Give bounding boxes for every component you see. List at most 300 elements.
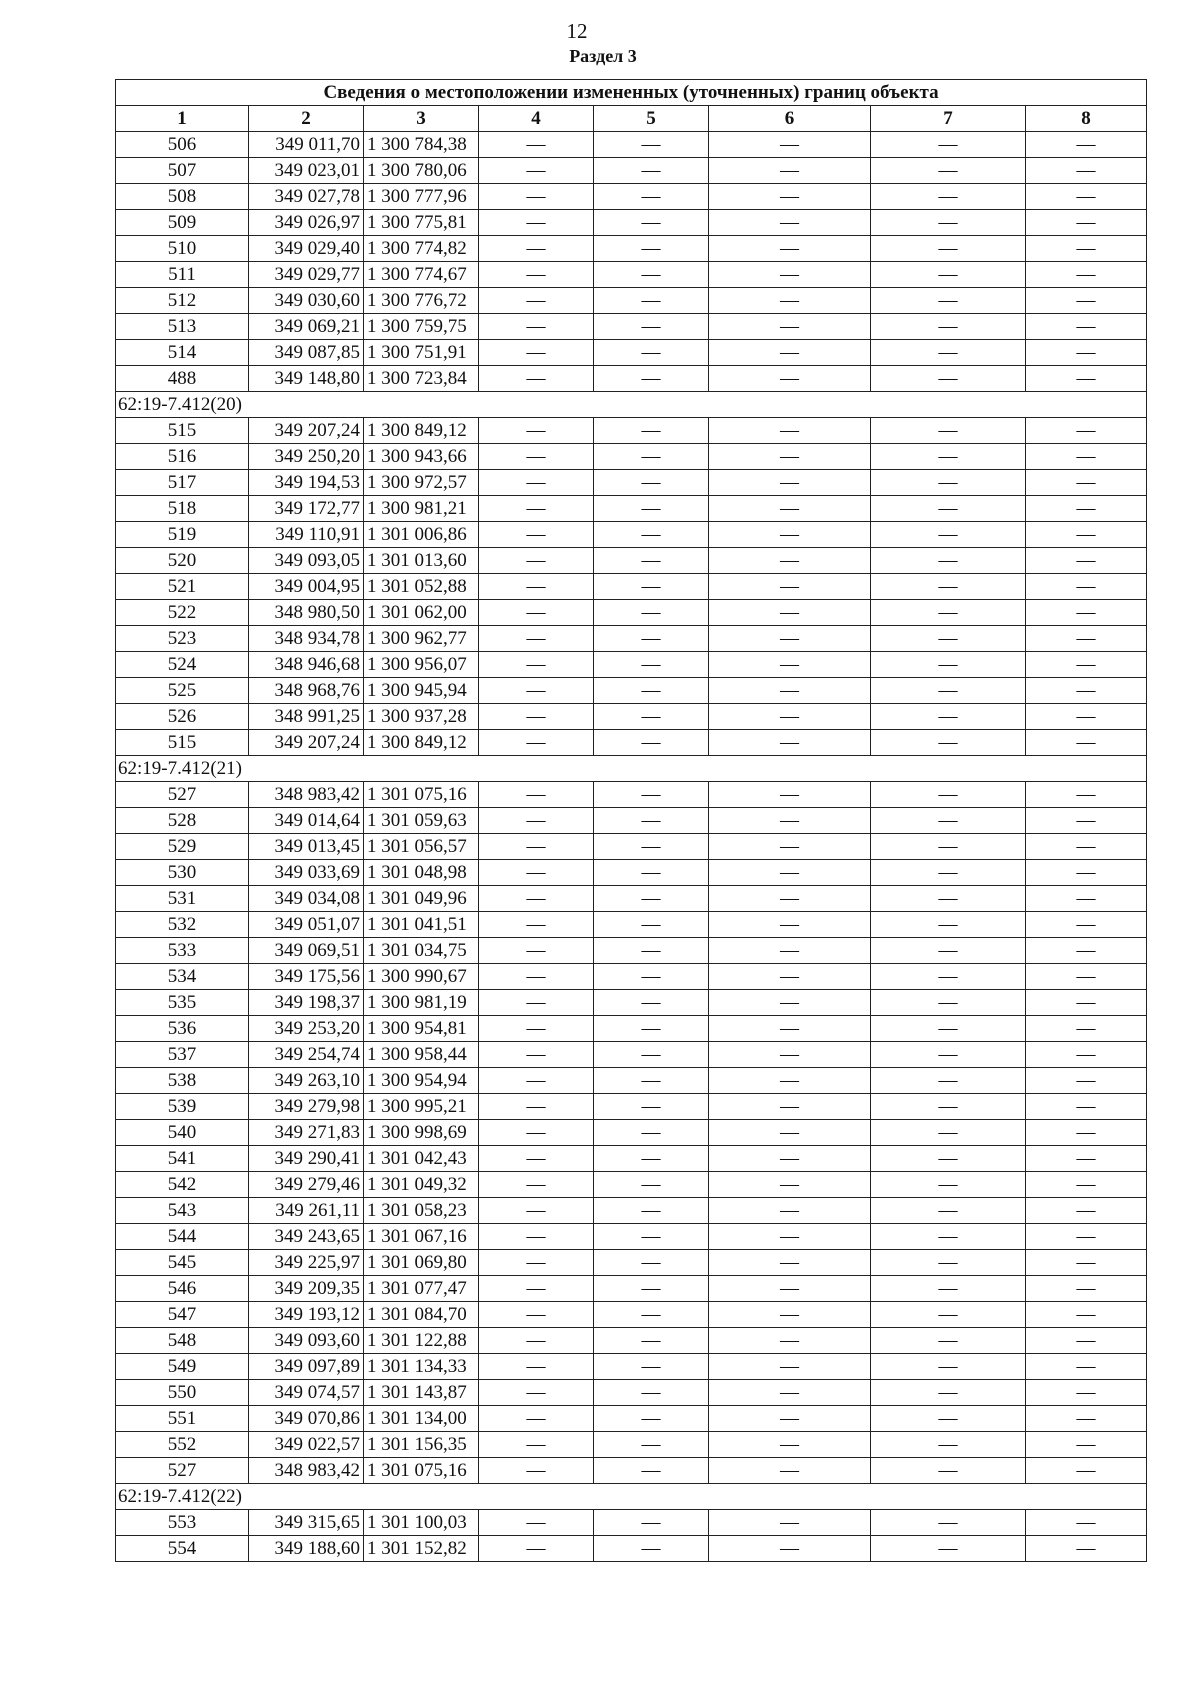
empty-value-dash: —: [594, 1510, 709, 1536]
empty-value-dash: —: [1026, 548, 1147, 574]
table-row: [116, 470, 1147, 496]
coordinate-y-cell: 1 300 981,19: [364, 990, 479, 1016]
empty-value-dash: —: [479, 626, 594, 652]
empty-value-dash: —: [1026, 574, 1147, 600]
empty-value-dash: —: [1026, 1016, 1147, 1042]
empty-value-dash: —: [479, 314, 594, 340]
table-row: [116, 132, 1147, 158]
empty-value-dash: —: [594, 704, 709, 730]
empty-value-dash: —: [479, 1224, 594, 1250]
empty-value-dash: —: [479, 444, 594, 470]
empty-value-dash: —: [709, 522, 871, 548]
empty-value-dash: —: [709, 860, 871, 886]
empty-value-dash: —: [709, 132, 871, 158]
point-number-cell: 528: [116, 808, 249, 834]
empty-value-dash: —: [709, 1094, 871, 1120]
table-row: [116, 1198, 1147, 1224]
empty-value-dash: —: [709, 626, 871, 652]
coordinate-y-cell: 1 300 774,82: [364, 236, 479, 262]
empty-value-dash: —: [871, 1094, 1026, 1120]
column-header: 1: [116, 106, 249, 132]
empty-value-dash: —: [594, 1016, 709, 1042]
table-row: [116, 1458, 1147, 1484]
coordinate-y-cell: 1 300 990,67: [364, 964, 479, 990]
coordinate-y-cell: 1 301 042,43: [364, 1146, 479, 1172]
coordinate-x-cell: 349 011,70: [249, 132, 364, 158]
table-row: [116, 340, 1147, 366]
point-number-cell: 512: [116, 288, 249, 314]
table-row: [116, 782, 1147, 808]
coordinate-x-cell: 349 069,51: [249, 938, 364, 964]
table-row: [116, 1042, 1147, 1068]
table-row: [116, 444, 1147, 470]
empty-value-dash: —: [1026, 184, 1147, 210]
coordinate-y-cell: 1 301 152,82: [364, 1536, 479, 1562]
point-number-cell: 509: [116, 210, 249, 236]
point-number-cell: 508: [116, 184, 249, 210]
empty-value-dash: —: [1026, 1302, 1147, 1328]
coordinate-x-cell: 349 069,21: [249, 314, 364, 340]
table-row: [116, 652, 1147, 678]
empty-value-dash: —: [479, 1120, 594, 1146]
point-number-cell: 534: [116, 964, 249, 990]
table-row: [116, 1536, 1147, 1562]
empty-value-dash: —: [709, 184, 871, 210]
coordinate-x-cell: 349 271,83: [249, 1120, 364, 1146]
empty-value-dash: —: [709, 1224, 871, 1250]
point-number-cell: 542: [116, 1172, 249, 1198]
empty-value-dash: —: [479, 938, 594, 964]
coordinate-x-cell: 349 253,20: [249, 1016, 364, 1042]
empty-value-dash: —: [479, 834, 594, 860]
empty-value-dash: —: [594, 1354, 709, 1380]
point-number-cell: 521: [116, 574, 249, 600]
coordinate-x-cell: 349 172,77: [249, 496, 364, 522]
point-number-cell: 548: [116, 1328, 249, 1354]
point-number-cell: 520: [116, 548, 249, 574]
empty-value-dash: —: [594, 1068, 709, 1094]
point-number-cell: 511: [116, 262, 249, 288]
empty-value-dash: —: [594, 1432, 709, 1458]
empty-value-dash: —: [594, 444, 709, 470]
empty-value-dash: —: [871, 184, 1026, 210]
empty-value-dash: —: [594, 574, 709, 600]
empty-value-dash: —: [594, 236, 709, 262]
empty-value-dash: —: [479, 1016, 594, 1042]
coordinate-y-cell: 1 300 981,21: [364, 496, 479, 522]
empty-value-dash: —: [709, 938, 871, 964]
table-row: [116, 1250, 1147, 1276]
empty-value-dash: —: [1026, 1458, 1147, 1484]
coordinate-y-cell: 1 301 052,88: [364, 574, 479, 600]
empty-value-dash: —: [709, 1068, 871, 1094]
empty-value-dash: —: [709, 912, 871, 938]
empty-value-dash: —: [871, 1380, 1026, 1406]
empty-value-dash: —: [479, 964, 594, 990]
empty-value-dash: —: [1026, 158, 1147, 184]
empty-value-dash: —: [871, 314, 1026, 340]
empty-value-dash: —: [479, 132, 594, 158]
table-row: [116, 678, 1147, 704]
empty-value-dash: —: [479, 1432, 594, 1458]
coordinate-y-cell: 1 301 075,16: [364, 782, 479, 808]
coordinate-y-cell: 1 301 056,57: [364, 834, 479, 860]
coordinate-y-cell: 1 300 775,81: [364, 210, 479, 236]
point-number-cell: 527: [116, 1458, 249, 1484]
coordinate-x-cell: 349 110,91: [249, 522, 364, 548]
empty-value-dash: —: [594, 600, 709, 626]
empty-value-dash: —: [871, 938, 1026, 964]
coordinate-x-cell: 349 254,74: [249, 1042, 364, 1068]
empty-value-dash: —: [871, 782, 1026, 808]
point-number-cell: 550: [116, 1380, 249, 1406]
empty-value-dash: —: [594, 730, 709, 756]
table-row: [116, 990, 1147, 1016]
coordinate-y-cell: 1 300 962,77: [364, 626, 479, 652]
empty-value-dash: —: [479, 236, 594, 262]
empty-value-dash: —: [709, 1432, 871, 1458]
empty-value-dash: —: [1026, 938, 1147, 964]
empty-value-dash: —: [709, 236, 871, 262]
table-row: [116, 1016, 1147, 1042]
empty-value-dash: —: [479, 600, 594, 626]
empty-value-dash: —: [594, 418, 709, 444]
empty-value-dash: —: [871, 808, 1026, 834]
empty-value-dash: —: [871, 626, 1026, 652]
empty-value-dash: —: [479, 522, 594, 548]
empty-value-dash: —: [594, 938, 709, 964]
empty-value-dash: —: [1026, 262, 1147, 288]
empty-value-dash: —: [709, 314, 871, 340]
point-number-cell: 507: [116, 158, 249, 184]
empty-value-dash: —: [1026, 1094, 1147, 1120]
empty-value-dash: —: [709, 704, 871, 730]
empty-value-dash: —: [709, 1276, 871, 1302]
empty-value-dash: —: [594, 1224, 709, 1250]
coordinate-y-cell: 1 301 156,35: [364, 1432, 479, 1458]
empty-value-dash: —: [1026, 1380, 1147, 1406]
empty-value-dash: —: [1026, 886, 1147, 912]
coordinate-y-cell: 1 300 759,75: [364, 314, 479, 340]
empty-value-dash: —: [1026, 1198, 1147, 1224]
coordinate-x-cell: 349 013,45: [249, 834, 364, 860]
empty-value-dash: —: [594, 1380, 709, 1406]
empty-value-dash: —: [1026, 1276, 1147, 1302]
table-row: [116, 1328, 1147, 1354]
coordinate-y-cell: 1 301 059,63: [364, 808, 479, 834]
empty-value-dash: —: [709, 496, 871, 522]
empty-value-dash: —: [479, 340, 594, 366]
table-row: [116, 1380, 1147, 1406]
table-row: [116, 1120, 1147, 1146]
empty-value-dash: —: [871, 366, 1026, 392]
coordinate-x-cell: 349 315,65: [249, 1510, 364, 1536]
table-row: [116, 288, 1147, 314]
group-header-row: [116, 1484, 1147, 1510]
empty-value-dash: —: [1026, 652, 1147, 678]
column-header-row: [116, 106, 1147, 132]
table-row: [116, 366, 1147, 392]
empty-value-dash: —: [479, 210, 594, 236]
empty-value-dash: —: [871, 1406, 1026, 1432]
coordinate-y-cell: 1 301 006,86: [364, 522, 479, 548]
coordinate-x-cell: 349 194,53: [249, 470, 364, 496]
empty-value-dash: —: [871, 210, 1026, 236]
empty-value-dash: —: [479, 860, 594, 886]
empty-value-dash: —: [1026, 834, 1147, 860]
empty-value-dash: —: [871, 548, 1026, 574]
table-row: [116, 1302, 1147, 1328]
empty-value-dash: —: [1026, 522, 1147, 548]
point-number-cell: 537: [116, 1042, 249, 1068]
empty-value-dash: —: [1026, 132, 1147, 158]
table-row: [116, 626, 1147, 652]
table-row: [116, 1354, 1147, 1380]
empty-value-dash: —: [871, 236, 1026, 262]
empty-value-dash: —: [479, 288, 594, 314]
empty-value-dash: —: [1026, 678, 1147, 704]
table-row: [116, 808, 1147, 834]
empty-value-dash: —: [709, 470, 871, 496]
empty-value-dash: —: [871, 1276, 1026, 1302]
column-header: 3: [364, 106, 479, 132]
empty-value-dash: —: [1026, 912, 1147, 938]
empty-value-dash: —: [709, 600, 871, 626]
empty-value-dash: —: [709, 1042, 871, 1068]
parcel-group-label: 62:19-7.412(22): [116, 1484, 1147, 1510]
empty-value-dash: —: [709, 652, 871, 678]
point-number-cell: 514: [116, 340, 249, 366]
empty-value-dash: —: [594, 808, 709, 834]
point-number-cell: 536: [116, 1016, 249, 1042]
empty-value-dash: —: [594, 314, 709, 340]
empty-value-dash: —: [709, 964, 871, 990]
point-number-cell: 539: [116, 1094, 249, 1120]
table-row: [116, 1094, 1147, 1120]
coordinate-x-cell: 348 983,42: [249, 1458, 364, 1484]
table-row: [116, 1432, 1147, 1458]
empty-value-dash: —: [594, 262, 709, 288]
empty-value-dash: —: [871, 522, 1026, 548]
point-number-cell: 517: [116, 470, 249, 496]
column-header: 8: [1026, 106, 1147, 132]
empty-value-dash: —: [594, 834, 709, 860]
empty-value-dash: —: [709, 1016, 871, 1042]
empty-value-dash: —: [709, 1250, 871, 1276]
point-number-cell: 545: [116, 1250, 249, 1276]
coordinate-x-cell: 349 074,57: [249, 1380, 364, 1406]
coordinate-x-cell: 349 034,08: [249, 886, 364, 912]
empty-value-dash: —: [1026, 782, 1147, 808]
empty-value-dash: —: [709, 574, 871, 600]
empty-value-dash: —: [594, 990, 709, 1016]
coordinate-y-cell: 1 301 075,16: [364, 1458, 479, 1484]
empty-value-dash: —: [479, 574, 594, 600]
empty-value-dash: —: [1026, 1510, 1147, 1536]
empty-value-dash: —: [709, 1406, 871, 1432]
coordinate-x-cell: 349 023,01: [249, 158, 364, 184]
empty-value-dash: —: [1026, 730, 1147, 756]
empty-value-dash: —: [871, 964, 1026, 990]
empty-value-dash: —: [871, 496, 1026, 522]
point-number-cell: 553: [116, 1510, 249, 1536]
empty-value-dash: —: [594, 470, 709, 496]
empty-value-dash: —: [479, 1302, 594, 1328]
column-header: 5: [594, 106, 709, 132]
empty-value-dash: —: [871, 1354, 1026, 1380]
empty-value-dash: —: [871, 1250, 1026, 1276]
empty-value-dash: —: [479, 366, 594, 392]
empty-value-dash: —: [1026, 1120, 1147, 1146]
table-row: [116, 574, 1147, 600]
empty-value-dash: —: [709, 990, 871, 1016]
empty-value-dash: —: [871, 132, 1026, 158]
table-row: [116, 834, 1147, 860]
empty-value-dash: —: [1026, 366, 1147, 392]
empty-value-dash: —: [1026, 1042, 1147, 1068]
empty-value-dash: —: [871, 1432, 1026, 1458]
empty-value-dash: —: [479, 782, 594, 808]
empty-value-dash: —: [1026, 210, 1147, 236]
coordinate-y-cell: 1 300 943,66: [364, 444, 479, 470]
empty-value-dash: —: [479, 1276, 594, 1302]
empty-value-dash: —: [1026, 1328, 1147, 1354]
empty-value-dash: —: [871, 834, 1026, 860]
empty-value-dash: —: [1026, 496, 1147, 522]
empty-value-dash: —: [709, 1198, 871, 1224]
coordinate-x-cell: 349 004,95: [249, 574, 364, 600]
empty-value-dash: —: [871, 1016, 1026, 1042]
table-row: [116, 1172, 1147, 1198]
empty-value-dash: —: [871, 600, 1026, 626]
table-row: [116, 262, 1147, 288]
empty-value-dash: —: [594, 860, 709, 886]
section-title: Раздел 3: [569, 46, 637, 66]
table-row: [116, 418, 1147, 444]
coordinate-x-cell: 349 148,80: [249, 366, 364, 392]
point-number-cell: 540: [116, 1120, 249, 1146]
empty-value-dash: —: [1026, 418, 1147, 444]
empty-value-dash: —: [709, 1120, 871, 1146]
empty-value-dash: —: [871, 912, 1026, 938]
empty-value-dash: —: [1026, 1250, 1147, 1276]
point-number-cell: 523: [116, 626, 249, 652]
empty-value-dash: —: [709, 210, 871, 236]
empty-value-dash: —: [594, 1276, 709, 1302]
empty-value-dash: —: [594, 1536, 709, 1562]
empty-value-dash: —: [709, 1354, 871, 1380]
table-row: [116, 938, 1147, 964]
empty-value-dash: —: [709, 548, 871, 574]
coordinate-x-cell: 349 198,37: [249, 990, 364, 1016]
coordinate-y-cell: 1 301 048,98: [364, 860, 479, 886]
group-header-row: [116, 756, 1147, 782]
empty-value-dash: —: [479, 548, 594, 574]
point-number-cell: 506: [116, 132, 249, 158]
empty-value-dash: —: [709, 834, 871, 860]
coordinate-x-cell: 349 093,05: [249, 548, 364, 574]
empty-value-dash: —: [479, 1380, 594, 1406]
empty-value-dash: —: [594, 496, 709, 522]
empty-value-dash: —: [479, 1068, 594, 1094]
point-number-cell: 541: [116, 1146, 249, 1172]
coordinate-x-cell: 349 225,97: [249, 1250, 364, 1276]
point-number-cell: 530: [116, 860, 249, 886]
point-number-cell: 510: [116, 236, 249, 262]
coordinate-x-cell: 349 097,89: [249, 1354, 364, 1380]
table-row: [116, 236, 1147, 262]
empty-value-dash: —: [709, 158, 871, 184]
empty-value-dash: —: [709, 444, 871, 470]
coordinate-y-cell: 1 301 041,51: [364, 912, 479, 938]
table-row: [116, 964, 1147, 990]
empty-value-dash: —: [594, 288, 709, 314]
column-header: 6: [709, 106, 871, 132]
empty-value-dash: —: [1026, 600, 1147, 626]
empty-value-dash: —: [1026, 288, 1147, 314]
empty-value-dash: —: [871, 418, 1026, 444]
empty-value-dash: —: [871, 1042, 1026, 1068]
empty-value-dash: —: [709, 262, 871, 288]
coordinate-y-cell: 1 300 777,96: [364, 184, 479, 210]
point-number-cell: 488: [116, 366, 249, 392]
empty-value-dash: —: [479, 990, 594, 1016]
point-number-cell: 531: [116, 886, 249, 912]
coordinate-y-cell: 1 300 774,67: [364, 262, 479, 288]
empty-value-dash: —: [594, 340, 709, 366]
coordinate-x-cell: 349 250,20: [249, 444, 364, 470]
point-number-cell: 527: [116, 782, 249, 808]
coordinate-y-cell: 1 301 067,16: [364, 1224, 479, 1250]
coordinate-x-cell: 349 029,40: [249, 236, 364, 262]
empty-value-dash: —: [871, 262, 1026, 288]
empty-value-dash: —: [594, 1302, 709, 1328]
empty-value-dash: —: [479, 652, 594, 678]
empty-value-dash: —: [709, 1510, 871, 1536]
empty-value-dash: —: [594, 1146, 709, 1172]
empty-value-dash: —: [479, 1458, 594, 1484]
empty-value-dash: —: [709, 288, 871, 314]
coordinate-y-cell: 1 301 058,23: [364, 1198, 479, 1224]
table-row: [116, 1146, 1147, 1172]
empty-value-dash: —: [1026, 626, 1147, 652]
point-number-cell: 525: [116, 678, 249, 704]
empty-value-dash: —: [709, 782, 871, 808]
point-number-cell: 532: [116, 912, 249, 938]
table-row: [116, 1406, 1147, 1432]
empty-value-dash: —: [871, 704, 1026, 730]
table-row: [116, 730, 1147, 756]
point-number-cell: 515: [116, 730, 249, 756]
coordinate-x-cell: 348 934,78: [249, 626, 364, 652]
coordinate-y-cell: 1 300 998,69: [364, 1120, 479, 1146]
empty-value-dash: —: [871, 1328, 1026, 1354]
empty-value-dash: —: [479, 1354, 594, 1380]
table-row: [116, 886, 1147, 912]
empty-value-dash: —: [594, 626, 709, 652]
table-row: [116, 158, 1147, 184]
empty-value-dash: —: [479, 1172, 594, 1198]
empty-value-dash: —: [709, 1536, 871, 1562]
boundary-coordinates-table: [115, 79, 1147, 1562]
column-header: 2: [249, 106, 364, 132]
table-row: [116, 860, 1147, 886]
empty-value-dash: —: [594, 1250, 709, 1276]
coordinate-x-cell: 349 263,10: [249, 1068, 364, 1094]
coordinate-x-cell: 349 175,56: [249, 964, 364, 990]
coordinate-x-cell: 348 983,42: [249, 782, 364, 808]
table-row: [116, 548, 1147, 574]
